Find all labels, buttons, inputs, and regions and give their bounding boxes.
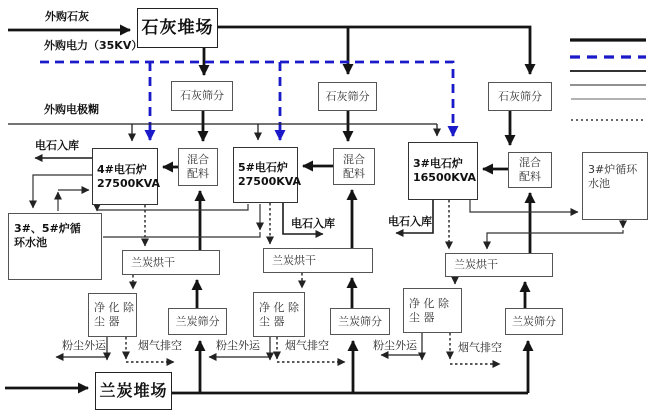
furnace-3-capacity: 16500KVA (413, 171, 477, 184)
coal-yard-label: 兰炭堆场 (99, 381, 168, 400)
box-coal-yard (95, 372, 172, 410)
lime-screening-2-label: 石灰筛分 (325, 89, 370, 103)
box-lime-yard (137, 8, 218, 48)
power-lines (40, 62, 453, 140)
mixing-2-line1: 混合 (343, 152, 365, 166)
mixing-2-line2: 配料 (343, 166, 365, 180)
pool-right-line1: 3#炉循环 (588, 163, 638, 176)
label-flue-vent-2: 烟气排空 (285, 339, 329, 352)
lime-screening-1-label: 石灰筛分 (180, 89, 224, 102)
mixing-3-line1: 混合 (519, 156, 541, 169)
box-furnace-4 (92, 148, 161, 205)
coal-drying-1-label: 兰炭烘干 (131, 255, 175, 269)
box-coal-drying-1 (122, 250, 220, 275)
furnace-4-name: 4#电石炉 (97, 162, 147, 176)
purifier-3-line2: 尘 器 (409, 310, 435, 324)
furnace-5-name: 5#电石炉 (238, 161, 288, 174)
box-pool-right (582, 152, 648, 220)
box-pool-left (8, 213, 102, 280)
coal-drying-3-label: 兰炭烘干 (454, 258, 498, 271)
box-lime-screening-3 (488, 82, 552, 111)
label-carbide-in-3: 电石入库 (388, 215, 432, 228)
box-purifier-1 (88, 293, 137, 337)
box-furnace-3 (408, 142, 478, 200)
furnace-4-capacity: 27500KVA (97, 176, 161, 190)
label-carbide-in-1: 电石入库 (35, 139, 79, 152)
power-main-to-furnace3 (40, 62, 453, 136)
box-coal-screening-1 (168, 308, 227, 335)
lime-yard-label: 石灰堆场 (141, 18, 214, 38)
mixing-1-line1: 混合 (187, 153, 209, 166)
mixing-1-line2: 配料 (187, 167, 209, 180)
label-flue-vent-1: 烟气排空 (138, 339, 182, 352)
pool-left-line1: 3#、5#炉循 (14, 222, 81, 235)
coal-screening-1-label: 兰炭筛分 (175, 314, 220, 328)
pool-right-line2: 水池 (588, 177, 610, 190)
water-furnace5-return-line (103, 232, 260, 237)
mixing-3-line2: 配料 (519, 170, 541, 183)
box-mixing-2 (333, 148, 375, 185)
label-carbide-in-2: 电石入库 (291, 217, 335, 230)
label-dust-out-1: 粉尘外运 (62, 339, 106, 352)
furnace-3-name: 3#电石炉 (413, 157, 463, 170)
label-flue-vent-3: 烟气排空 (458, 341, 502, 354)
box-mixing-1 (178, 148, 218, 186)
box-purifier-2 (253, 292, 305, 337)
coal-drying-2-label: 兰炭烘干 (272, 253, 316, 267)
label-purchased-power: 外购电力（35KV） (44, 39, 143, 52)
box-purifier-3 (403, 288, 462, 333)
water-furnace3-to-pool (470, 200, 578, 212)
box-lime-screening-2 (318, 82, 377, 111)
furnace-5-capacity: 27500KVA (238, 175, 302, 188)
box-coal-drying-2 (263, 248, 373, 273)
box-coal-screening-2 (330, 308, 390, 335)
legend (570, 40, 646, 120)
coal-screening-3-label: 兰炭筛分 (512, 314, 556, 328)
label-dust-out-2: 粉尘外运 (216, 339, 260, 352)
water-pool3-return-line (487, 230, 623, 249)
purifier-2-line1: 净 化 除 (259, 300, 299, 314)
water-furnace4-to-pool (33, 175, 92, 208)
label-purchased-paste: 外购电极糊 (44, 103, 99, 116)
label-purchased-lime: 外购石灰 (45, 10, 89, 23)
box-mixing-3 (508, 152, 552, 188)
purifier-2-line2: 尘 器 (259, 314, 285, 328)
box-furnace-5 (233, 147, 302, 203)
lime-screening-3-label: 石灰筛分 (498, 89, 542, 103)
coal-screening-2-label: 兰炭筛分 (338, 314, 382, 328)
box-lime-screening-1 (171, 81, 233, 111)
flow-limeyard-to-screen3 (218, 27, 530, 74)
pool-left-line2: 环水池 (14, 236, 47, 249)
purifier-1-line1: 净 化 除 (94, 301, 134, 314)
purifier-1-line2: 尘 器 (94, 315, 120, 328)
purifier-3-line1: 净 化 除 (409, 296, 449, 310)
box-coal-screening-3 (505, 308, 563, 335)
label-dust-out-3: 粉尘外运 (373, 339, 417, 352)
box-coal-drying-3 (445, 253, 553, 277)
